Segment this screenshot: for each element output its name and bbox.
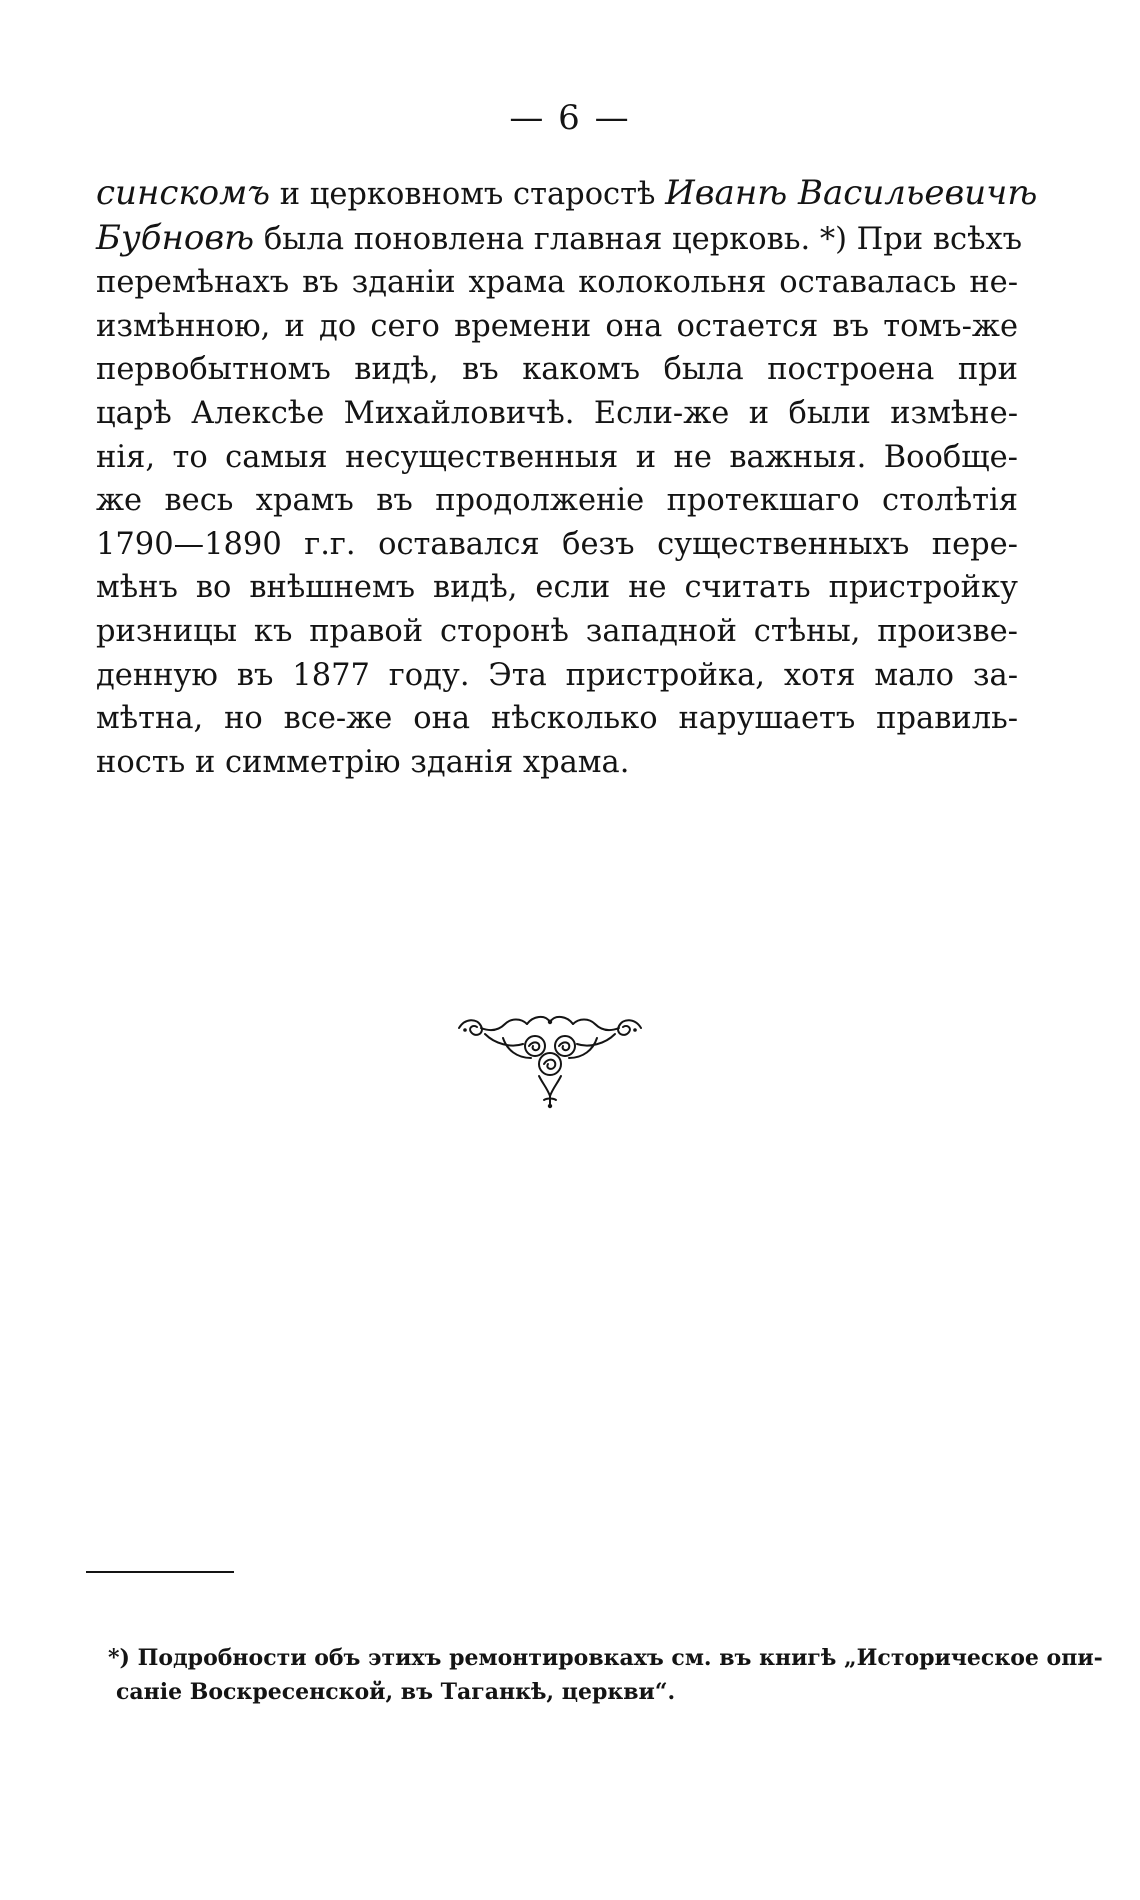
text-line [96, 172, 1038, 217]
text-line [96, 479, 1018, 523]
text-line [96, 392, 1018, 436]
floral-vignette-icon [455, 1010, 645, 1110]
text-line [96, 697, 1018, 741]
italic-name: Бубновѣ [96, 217, 255, 258]
body-text [96, 172, 1038, 784]
text-line [96, 436, 1018, 480]
text-line [96, 261, 1018, 305]
text-line [96, 305, 1018, 349]
text-run: перемѣнахъ въ зданіи храма колокольня оставалась не- [96, 265, 1018, 301]
text-run: же весь храмъ въ продолженіе протекшаго столѣтія [96, 483, 1018, 519]
text-line [96, 348, 1018, 392]
text-run: нія, то самыя несущественныя и не важныя. Вообще- [96, 439, 1018, 475]
text-line [96, 217, 1023, 262]
text-run: ризницы къ правой сторонѣ западной стѣны, произве- [96, 613, 1018, 649]
text-run: и церковномъ старостѣ [270, 177, 666, 212]
text-run: первобытномъ видѣ, въ какомъ была построена при [96, 352, 1018, 388]
italic-name: синскомъ [96, 173, 271, 213]
footnote-separator [86, 1571, 234, 1573]
text-line [96, 654, 1018, 698]
text-line [96, 610, 1018, 654]
text-line [96, 523, 1018, 567]
text-run: 1790—1890 г.г. оставался безъ существенныхъ пере- [96, 526, 1018, 562]
text-run: была поновлена главная церковь. *) При всѣхъ [254, 221, 1023, 257]
footnote-line: *) Подробности объ этихъ ремонтировкахъ см. въ книгѣ „Историческое опи- [108, 1645, 1103, 1671]
text-run: царѣ Алексѣе Михайловичѣ. Если-же и были измѣне- [96, 395, 1018, 431]
text-line [96, 566, 1018, 610]
text-run: мѣтна, но все-же она нѣсколько нарушаетъ правиль- [96, 701, 1018, 737]
footnote [108, 1641, 1103, 1709]
text-line [96, 741, 1018, 785]
italic-name: Иванѣ Васильевичѣ [665, 173, 1038, 213]
text-run: измѣнною, и до сего времени она остается въ томъ-же [96, 308, 1018, 344]
page-number: — 6 — [509, 98, 631, 138]
footnote-line: саніе Воскресенской, въ Таганкѣ, церкви“. [116, 1679, 676, 1705]
text-run: денную въ 1877 году. Эта пристройка, хотя мало за- [96, 657, 1018, 693]
text-run: ность и симметрію зданія храма. [96, 744, 630, 780]
text-run: мѣнъ во внѣшнемъ видѣ, если не считать пристройку [96, 570, 1018, 606]
